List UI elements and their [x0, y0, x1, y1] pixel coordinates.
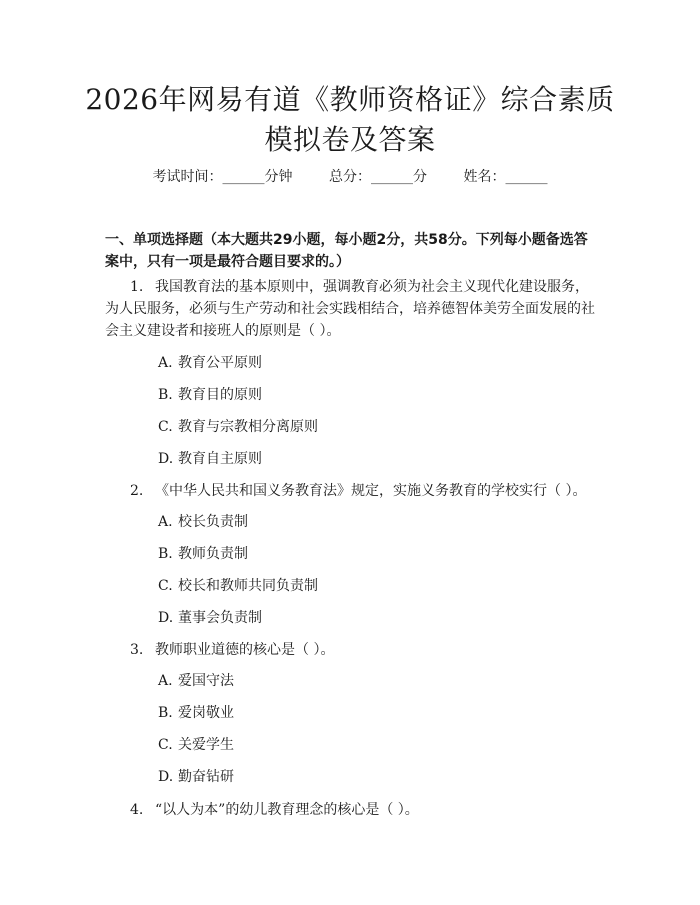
option-letter: A.: [158, 514, 173, 530]
option-text: 关爱学生: [178, 737, 234, 753]
question-2-option-d: [158, 608, 598, 628]
option-letter: D.: [158, 769, 174, 785]
question-1-option-a: [158, 353, 598, 373]
option-text: 勤奋钻研: [178, 769, 234, 785]
question-2-option-c: [158, 576, 598, 596]
option-letter: C.: [158, 578, 173, 594]
option-letter: D.: [158, 451, 174, 467]
question-text: “以人为本”的幼儿教育理念的核心是（ ）。: [155, 802, 419, 818]
question-number: 3.: [130, 642, 144, 658]
option-text: 校长和教师共同负责制: [178, 578, 318, 594]
question-3: [105, 639, 600, 661]
option-letter: D.: [158, 610, 174, 626]
option-text: 爱岗敬业: [178, 705, 234, 721]
question-number: 2.: [130, 483, 144, 499]
option-letter: A.: [158, 673, 173, 689]
question-1-option-d: [158, 449, 598, 469]
question-text: 我国教育法的基本原则中，强调教育必须为社会主义现代化建设服务，为人民服务，必须与生产劳动和社会实践相结合，培养德智体美劳全面发展的社会主义建设者和接班人的原则是（ ）。: [105, 279, 595, 339]
option-text: 教师负责制: [178, 546, 248, 562]
question-text: 教师职业道德的核心是（ ）。: [155, 642, 335, 658]
question-2-option-b: [158, 544, 598, 564]
option-text: 教育自主原则: [178, 451, 262, 467]
question-2-option-a: [158, 512, 598, 532]
question-3-option-a: [158, 671, 598, 691]
exam-name-field: 姓名：______: [463, 169, 548, 185]
option-text: 教育目的原则: [178, 387, 262, 403]
option-letter: C.: [158, 737, 173, 753]
option-letter: C.: [158, 419, 173, 435]
option-letter: A.: [158, 355, 173, 371]
question-1-option-b: [158, 385, 598, 405]
option-letter: B.: [158, 546, 173, 562]
option-text: 董事会负责制: [178, 610, 262, 626]
question-1: [105, 276, 600, 342]
option-letter: B.: [158, 387, 173, 403]
question-number: 4.: [130, 802, 144, 818]
question-3-option-b: [158, 703, 598, 723]
document-title: 2026年网易有道《教师资格证》综合素质模拟卷及答案: [85, 83, 615, 156]
question-text: 《中华人民共和国义务教育法》规定，实施义务教育的学校实行（ ）。: [155, 483, 587, 499]
question-2: [105, 480, 600, 502]
question-4: [105, 799, 600, 821]
option-text: 教育与宗教相分离原则: [178, 419, 318, 435]
exam-total-score: 总分：______分: [329, 169, 427, 185]
question-number: 1.: [130, 279, 144, 295]
option-text: 教育公平原则: [178, 355, 262, 371]
option-text: 校长负责制: [178, 514, 248, 530]
exam-time: 考试时间：______分钟: [152, 169, 293, 185]
option-text: 爱国守法: [178, 673, 234, 689]
question-3-option-d: [158, 767, 598, 787]
section-heading: 一、单项选择题（本大题共29小题，每小题2分，共58分。下列每小题备选答案中，只有一项是最符合题目要求的。）: [105, 232, 588, 270]
exam-meta: [0, 167, 700, 187]
option-letter: B.: [158, 705, 173, 721]
question-1-option-c: [158, 417, 598, 437]
question-3-option-c: [158, 735, 598, 755]
